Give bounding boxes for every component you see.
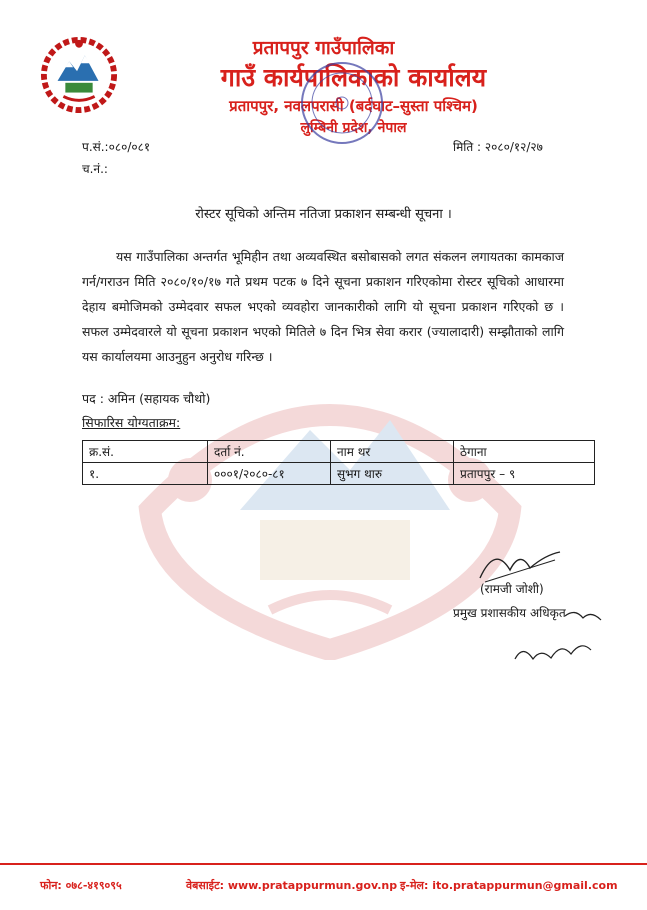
dispatch-number: च.नं.: xyxy=(82,162,108,176)
cell-registration: ०००१/२०८०-८१ xyxy=(208,463,331,485)
footer-email: इ-मेल: ito.pratappurmun@gmail.com xyxy=(400,879,618,892)
municipality-name: प्रतापपुर गाउँपालिका xyxy=(252,37,395,59)
reference-number: प.सं.:०८०/०८१ xyxy=(82,140,151,154)
col-address: ठेगाना xyxy=(454,441,595,463)
signature-scribble-icon xyxy=(475,540,565,585)
cell-address: प्रतापपुर – ९ xyxy=(454,463,595,485)
col-registration: दर्ता नं. xyxy=(208,441,331,463)
signatory-name: (रामजी जोशी) xyxy=(480,582,544,596)
handwritten-date-icon xyxy=(505,604,615,674)
cell-serial: १. xyxy=(83,463,208,485)
post-title: पद : अमिन (सहायक चौथो) xyxy=(82,391,211,406)
table-row xyxy=(83,463,595,485)
footer-divider xyxy=(0,863,647,865)
footer-website: वेबसाईट: www.pratappurmun.gov.np xyxy=(186,879,398,892)
footer-phone: फोन: ०७८-४१९०९५ xyxy=(40,879,122,892)
cell-name: सुभग थारु xyxy=(331,463,454,485)
letter-date: मिति : २०८०/१२/२७ xyxy=(453,140,543,154)
office-address: प्रतापपुर, नवलपरासी (बर्दघाट–सुस्ता पश्चिम) xyxy=(229,97,478,115)
office-stamp-icon xyxy=(297,58,387,148)
result-table xyxy=(82,440,595,485)
recommendation-heading: सिफारिस योग्यताक्रम: xyxy=(82,415,181,430)
table-header-row xyxy=(83,441,595,463)
notice-body: यस गाउँपालिका अन्तर्गत भूमिहीन तथा अव्यवस्थित बसोबासको लगत संकलन लगायतका कामकाज गर्न/गराउन मिति २०८०/१०/१७ गते प्रथम पटक ७ दिने सूचना प्रकाशन गरिएकोमा रोस्टर सूचिको आधारमा देहाय बमोजिमको उम्मेदवार सफल भएको व्यवहोरा जानकारीको लागि यो सूचना प्रकाशन गरिएको छ । सफल उम्मेदवारले यो सूचना प्रकाशन भएको मितिले ७ दिन भित्र सेवा करार (ज्यालादारी) सम्झौताको लागि यस कार्यालयमा आउनुहुन अनुरोध गरिन्छ । xyxy=(82,249,564,364)
province-name: लुम्बिनी प्रदेश, नेपाल xyxy=(300,120,407,136)
col-name: नाम थर xyxy=(331,441,454,463)
signatory-title: प्रमुख प्रशासकीय अधिकृत xyxy=(453,606,566,620)
col-serial: क्र.सं. xyxy=(83,441,208,463)
notice-subject: रोस्टर सूचिको अन्तिम नतिजा प्रकाशन सम्बन्धी सूचना । xyxy=(195,207,452,222)
office-name: गाउँ कार्यपालिकाको कार्यालय xyxy=(220,63,487,92)
